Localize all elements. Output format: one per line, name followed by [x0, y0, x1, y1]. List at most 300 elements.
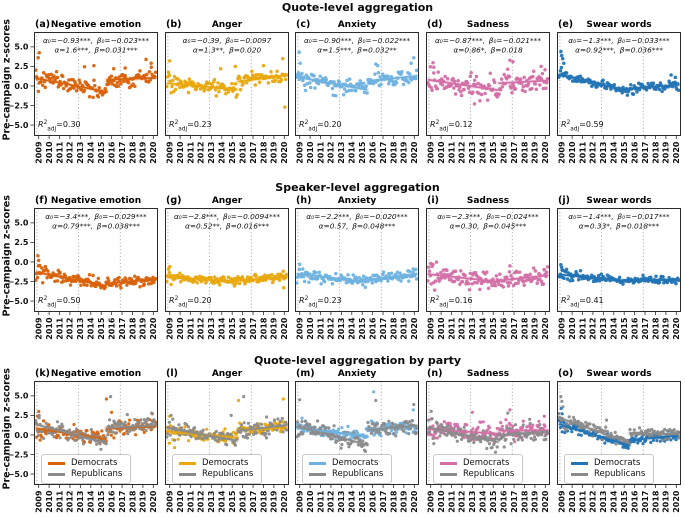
panel-title: Swear words	[586, 196, 652, 206]
legend-line-republicans	[571, 473, 588, 475]
panel-h	[295, 195, 419, 348]
panel-title: Anger	[211, 196, 243, 206]
x-tick-label: 2015	[358, 317, 368, 340]
legend	[433, 454, 523, 484]
r-squared-adj: $R^2_{adj}=0.59$	[561, 120, 604, 133]
x-tick-label: 2015	[228, 141, 238, 164]
panel-label: (o)	[558, 368, 574, 379]
x-tick-label: 2017	[509, 490, 519, 513]
panel-label: (g)	[166, 195, 182, 206]
x-tick-label: 2012	[196, 317, 206, 340]
panel-o	[557, 368, 681, 517]
panel-title: Negative emotion	[50, 20, 142, 30]
x-tick-label: 2017	[640, 317, 650, 340]
y-tick-label: 0.0	[14, 430, 29, 440]
legend-item-republicans	[48, 469, 122, 480]
x-tick-label: 2014	[478, 141, 488, 164]
x-tick-label: 2010	[44, 490, 54, 513]
legend-item-republicans	[440, 469, 514, 480]
stats-line-2: α=0.79***, β=0.038***	[52, 221, 140, 231]
x-tick-label: 2017	[509, 317, 519, 340]
x-tick-label: 2014	[609, 141, 619, 164]
panel-title: Anger	[211, 20, 243, 30]
x-tick-label: 2009	[34, 141, 44, 164]
x-tick-label: 2019	[530, 141, 540, 164]
x-tick-label: 2015	[620, 141, 630, 164]
panel-plot-n	[426, 381, 550, 517]
panel-label: (b)	[166, 19, 182, 30]
x-tick-label: 2016	[238, 490, 248, 513]
x-tick-label: 2009	[165, 141, 175, 164]
panel-plot-j	[557, 208, 681, 348]
panel-j	[557, 195, 681, 348]
x-tick-label: 2009	[557, 490, 567, 513]
y-tick-label: −2.5	[7, 277, 29, 287]
x-tick-label: 2017	[117, 317, 127, 340]
x-tick-label: 2012	[65, 490, 75, 513]
x-tick-label: 2014	[217, 141, 227, 164]
legend-line-democrats	[48, 462, 65, 464]
x-tick-label: 2012	[196, 490, 206, 513]
panel-plot-i	[426, 208, 550, 348]
x-tick-label: 2012	[457, 490, 467, 513]
legend	[302, 454, 392, 484]
x-tick-label: 2012	[196, 141, 206, 164]
x-tick-label: 2013	[599, 490, 609, 513]
panel-plot-o	[557, 381, 681, 517]
x-tick-label: 2018	[128, 141, 138, 164]
x-tick-label: 2009	[34, 317, 44, 340]
x-tick-label: 2011	[186, 317, 196, 340]
legend-item-republicans	[179, 469, 253, 480]
x-tick-label: 2013	[468, 490, 478, 513]
x-tick-label: 2014	[217, 490, 227, 513]
x-tick-label: 2010	[175, 317, 185, 340]
x-tick-label: 2019	[661, 141, 671, 164]
x-tick-label: 2010	[436, 141, 446, 164]
legend-line-republicans	[309, 473, 326, 475]
x-tick-label: 2018	[520, 317, 530, 340]
x-tick-label: 2010	[305, 141, 315, 164]
legend-label: Republicans	[594, 469, 646, 479]
x-tick-label: 2011	[186, 141, 196, 164]
x-tick-label: 2019	[661, 490, 671, 513]
panel-plot-g	[165, 208, 289, 348]
x-tick-label: 2016	[630, 141, 640, 164]
y-tick-label: 5.0	[14, 42, 29, 52]
x-tick-label: 2011	[55, 141, 65, 164]
x-tick-label: 2017	[117, 490, 127, 513]
x-tick-label: 2011	[578, 317, 588, 340]
panel-label: (e)	[558, 19, 574, 30]
stats-line-1: α₀=−1.4***, β₀=−0.017***	[568, 212, 670, 221]
x-tick-label: 2012	[326, 141, 336, 164]
x-tick-label: 2010	[567, 317, 577, 340]
y-tick-label: −5.0	[7, 469, 29, 479]
x-tick-label: 2013	[337, 317, 347, 340]
x-tick-label: 2018	[520, 490, 530, 513]
row-quote-level	[0, 0, 685, 176]
panel-label: (m)	[296, 368, 315, 379]
x-tick-label: 2014	[86, 141, 96, 164]
stats-line-2: α=0.86*, β=0.018	[453, 45, 523, 55]
stats-line-1: α₀=−1.3***, β₀=−0.033***	[568, 36, 670, 45]
x-tick-label: 2011	[55, 317, 65, 340]
legend-item-republicans	[571, 469, 645, 480]
x-tick-label: 2014	[347, 317, 357, 340]
row-header-quote-level: Quote-level aggregation	[281, 1, 434, 14]
x-tick-label: 2018	[259, 490, 269, 513]
x-tick-label: 2016	[630, 317, 640, 340]
x-tick-label: 2015	[489, 317, 499, 340]
x-tick-label: 2019	[530, 490, 540, 513]
legend-item-democrats	[571, 458, 645, 469]
y-tick-label: 2.5	[14, 62, 29, 72]
panel-plot-m	[295, 381, 419, 517]
stats-line-2: α=0.92***, β=0.036***	[575, 45, 663, 55]
y-tick-label: −5.0	[7, 296, 29, 306]
y-tick-label: 0.0	[14, 257, 29, 267]
y-tick-label: −2.5	[7, 450, 29, 460]
r-squared-adj: $R^2_{adj}=0.16$	[430, 296, 473, 309]
x-tick-label: 2020	[541, 141, 550, 164]
panel-a	[6, 19, 158, 172]
panel-plot-k	[6, 381, 158, 517]
x-tick-label: 2011	[55, 490, 65, 513]
panel-g	[165, 195, 289, 348]
x-tick-label: 2016	[107, 490, 117, 513]
x-tick-label: 2012	[65, 141, 75, 164]
x-tick-label: 2018	[259, 317, 269, 340]
x-tick-label: 2019	[269, 490, 279, 513]
panel-title: Anxiety	[337, 20, 377, 30]
x-tick-label: 2012	[326, 317, 336, 340]
x-tick-label: 2013	[76, 490, 86, 513]
x-tick-label: 2011	[578, 141, 588, 164]
x-tick-label: 2019	[399, 141, 409, 164]
x-tick-label: 2018	[389, 490, 399, 513]
x-tick-label: 2015	[358, 490, 368, 513]
x-tick-label: 2016	[107, 141, 117, 164]
x-tick-label: 2020	[672, 141, 681, 164]
x-tick-label: 2020	[410, 141, 419, 164]
x-tick-label: 2010	[567, 490, 577, 513]
r-squared-adj: $R^2_{adj}=0.41$	[561, 296, 604, 309]
x-tick-label: 2009	[295, 317, 305, 340]
x-tick-label: 2020	[280, 490, 289, 513]
x-tick-label: 2019	[269, 141, 279, 164]
x-tick-label: 2020	[541, 317, 550, 340]
x-tick-label: 2011	[447, 317, 457, 340]
x-tick-label: 2020	[672, 490, 681, 513]
panel-e	[557, 19, 681, 172]
x-tick-label: 2016	[238, 317, 248, 340]
y-tick-label: 2.5	[14, 411, 29, 421]
panel-title: Swear words	[586, 369, 652, 379]
x-tick-label: 2010	[44, 141, 54, 164]
x-tick-label: 2019	[138, 317, 148, 340]
stats-line-1: α₀=−2.3***, β₀=−0.024***	[437, 212, 539, 221]
x-tick-label: 2014	[86, 490, 96, 513]
x-tick-label: 2012	[588, 317, 598, 340]
x-tick-label: 2015	[228, 317, 238, 340]
x-tick-label: 2010	[567, 141, 577, 164]
x-tick-label: 2014	[86, 317, 96, 340]
x-tick-label: 2020	[149, 317, 158, 340]
x-tick-label: 2013	[337, 141, 347, 164]
x-tick-label: 2020	[410, 490, 419, 513]
x-tick-label: 2015	[97, 141, 107, 164]
x-tick-label: 2019	[138, 141, 148, 164]
legend-label: Republicans	[332, 469, 384, 479]
x-tick-label: 2010	[175, 490, 185, 513]
x-tick-label: 2013	[468, 317, 478, 340]
x-tick-label: 2011	[186, 490, 196, 513]
stats-line-2: α=0.33*, β=0.018***	[578, 221, 660, 231]
panel-plot-e	[557, 32, 681, 172]
panel-title: Negative emotion	[50, 196, 142, 206]
x-tick-label: 2013	[468, 141, 478, 164]
panel-label: (k)	[35, 368, 51, 379]
panel-i	[426, 195, 550, 348]
x-tick-label: 2018	[651, 490, 661, 513]
r-squared-adj: $R^2_{adj}=0.23$	[169, 120, 212, 133]
r-squared-adj: $R^2_{adj}=0.20$	[169, 296, 212, 309]
panel-k	[6, 368, 158, 517]
x-tick-label: 2013	[207, 317, 217, 340]
panel-title: Negative emotion	[50, 369, 142, 379]
x-tick-label: 2013	[76, 317, 86, 340]
r-squared-adj: $R^2_{adj}=0.30$	[38, 120, 81, 133]
x-tick-label: 2009	[426, 490, 436, 513]
stats-line-1: α₀=−0.87***, β₀=−0.021***	[434, 36, 542, 45]
legend-label: Republicans	[202, 469, 254, 479]
x-tick-label: 2017	[248, 317, 258, 340]
legend-label: Democrats	[71, 458, 118, 468]
stats-line-1: α₀=−3.4***, β₀=−0.029***	[45, 212, 147, 221]
x-tick-label: 2015	[620, 317, 630, 340]
x-tick-label: 2014	[478, 317, 488, 340]
x-tick-label: 2015	[489, 141, 499, 164]
x-tick-label: 2018	[389, 317, 399, 340]
x-tick-label: 2009	[34, 490, 44, 513]
x-tick-label: 2015	[620, 490, 630, 513]
x-tick-label: 2020	[149, 490, 158, 513]
legend-item-democrats	[440, 458, 514, 469]
panel-d	[426, 19, 550, 172]
stats-line-2: α=1.5***, β=0.032**	[317, 45, 397, 55]
row-quote-level-by-party	[0, 351, 685, 517]
x-tick-label: 2012	[326, 490, 336, 513]
x-tick-label: 2019	[138, 490, 148, 513]
legend	[564, 454, 654, 484]
y-tick-label: 0.0	[14, 81, 29, 91]
x-tick-label: 2016	[238, 141, 248, 164]
r-squared-adj: $R^2_{adj}=0.20$	[299, 120, 342, 133]
r-squared-adj: $R^2_{adj}=0.12$	[430, 120, 473, 133]
x-tick-label: 2010	[436, 490, 446, 513]
x-tick-label: 2012	[457, 141, 467, 164]
panel-l	[165, 368, 289, 517]
r-squared-adj: $R^2_{adj}=0.50$	[38, 296, 81, 309]
x-tick-label: 2020	[280, 317, 289, 340]
stats-line-1: α₀=−0.39, β₀=−0.0097	[182, 36, 272, 45]
x-tick-label: 2017	[248, 490, 258, 513]
x-tick-label: 2010	[436, 317, 446, 340]
legend-label: Democrats	[594, 458, 641, 468]
stats-line-1: α₀=−2.2***, β₀=−0.020***	[306, 212, 408, 221]
panel-title: Sadness	[466, 369, 510, 379]
x-tick-label: 2015	[489, 490, 499, 513]
panel-plot-d	[426, 32, 550, 172]
x-tick-label: 2011	[578, 490, 588, 513]
panel-plot-c	[295, 32, 419, 172]
x-tick-label: 2014	[347, 141, 357, 164]
panel-title: Sadness	[466, 20, 510, 30]
x-tick-label: 2019	[399, 317, 409, 340]
x-tick-label: 2009	[426, 317, 436, 340]
x-tick-label: 2019	[269, 317, 279, 340]
y-tick-label: −2.5	[7, 101, 29, 111]
legend-line-democrats	[309, 462, 326, 464]
r-squared-adj: $R^2_{adj}=0.23$	[299, 296, 342, 309]
y-tick-label: 2.5	[14, 238, 29, 248]
panel-title: Anger	[211, 369, 243, 379]
x-tick-label: 2020	[280, 141, 289, 164]
x-tick-label: 2018	[389, 141, 399, 164]
panel-label: (h)	[296, 195, 312, 206]
x-tick-label: 2017	[640, 141, 650, 164]
x-tick-label: 2018	[520, 141, 530, 164]
y-tick-label: 5.0	[14, 218, 29, 228]
x-tick-label: 2017	[248, 141, 258, 164]
panel-plot-f	[6, 208, 158, 348]
x-tick-label: 2009	[557, 317, 567, 340]
x-tick-label: 2010	[175, 141, 185, 164]
legend-line-democrats	[571, 462, 588, 464]
x-tick-label: 2015	[97, 490, 107, 513]
legend-line-democrats	[440, 462, 457, 464]
legend-line-republicans	[179, 473, 196, 475]
x-tick-label: 2020	[672, 317, 681, 340]
x-tick-label: 2018	[651, 141, 661, 164]
x-tick-label: 2020	[410, 317, 419, 340]
x-tick-label: 2018	[128, 490, 138, 513]
stats-line-2: α=0.30, β=0.045***	[449, 221, 527, 231]
x-tick-label: 2013	[599, 141, 609, 164]
x-tick-label: 2013	[337, 490, 347, 513]
stats-line-2: α=1.3**, β=0.020	[192, 45, 262, 55]
x-tick-label: 2016	[368, 141, 378, 164]
x-tick-label: 2012	[457, 317, 467, 340]
legend-line-democrats	[179, 462, 196, 464]
stats-line-2: α=1.6***, β=0.031***	[54, 45, 138, 55]
legend-item-democrats	[48, 458, 122, 469]
legend-item-democrats	[309, 458, 383, 469]
x-tick-label: 2009	[426, 141, 436, 164]
panel-title: Sadness	[466, 196, 510, 206]
x-tick-label: 2011	[447, 141, 457, 164]
row-header-quote-level-by-party: Quote-level aggregation by party	[253, 354, 462, 367]
panel-label: (a)	[35, 19, 51, 30]
row-speaker-level	[0, 176, 685, 351]
x-tick-label: 2019	[399, 490, 409, 513]
x-tick-label: 2016	[368, 317, 378, 340]
x-tick-label: 2015	[97, 317, 107, 340]
x-tick-label: 2010	[305, 490, 315, 513]
stats-line-2: α=0.57, β=0.048***	[318, 221, 396, 231]
legend-label: Republicans	[71, 469, 123, 479]
x-tick-label: 2013	[76, 141, 86, 164]
x-tick-label: 2017	[378, 141, 388, 164]
x-tick-label: 2020	[541, 490, 550, 513]
x-tick-label: 2015	[358, 141, 368, 164]
x-tick-label: 2014	[609, 317, 619, 340]
x-tick-label: 2017	[117, 141, 127, 164]
legend-label: Democrats	[463, 458, 510, 468]
x-tick-label: 2012	[65, 317, 75, 340]
y-axis-label: Pre-campaign z-scores	[1, 195, 13, 317]
panel-label: (n)	[427, 368, 443, 379]
panel-c	[295, 19, 419, 172]
x-tick-label: 2019	[661, 317, 671, 340]
x-tick-label: 2009	[295, 141, 305, 164]
panel-n	[426, 368, 550, 517]
panel-f	[6, 195, 158, 348]
x-tick-label: 2011	[316, 490, 326, 513]
x-tick-label: 2014	[609, 490, 619, 513]
x-tick-label: 2018	[128, 317, 138, 340]
x-tick-label: 2016	[630, 490, 640, 513]
x-tick-label: 2016	[107, 317, 117, 340]
x-tick-label: 2011	[316, 141, 326, 164]
x-tick-label: 2016	[499, 141, 509, 164]
legend-item-democrats	[179, 458, 253, 469]
panel-plot-b	[165, 32, 289, 172]
y-axis-label: Pre-campaign z-scores	[1, 19, 13, 141]
panel-label: (l)	[166, 368, 178, 379]
stats-line-1: α₀=−0.93***, β₀=−0.023***	[42, 36, 150, 45]
panel-label: (j)	[558, 195, 570, 206]
legend-label: Republicans	[463, 469, 515, 479]
panel-title: Anxiety	[337, 369, 377, 379]
x-tick-label: 2014	[347, 490, 357, 513]
x-tick-label: 2016	[368, 490, 378, 513]
legend-label: Democrats	[202, 458, 249, 468]
panel-b	[165, 19, 289, 172]
x-tick-label: 2009	[165, 490, 175, 513]
panel-label: (f)	[35, 195, 48, 206]
stats-line-2: α=0.52**, β=0.016***	[184, 221, 270, 231]
x-tick-label: 2017	[378, 490, 388, 513]
stats-line-1: α₀=−2.8***, β₀=−0.0094***	[173, 212, 281, 221]
x-tick-label: 2010	[305, 317, 315, 340]
panel-plot-l	[165, 381, 289, 517]
x-tick-label: 2013	[599, 317, 609, 340]
x-tick-label: 2009	[165, 317, 175, 340]
panel-label: (c)	[296, 19, 311, 30]
x-tick-label: 2015	[228, 490, 238, 513]
panel-plot-h	[295, 208, 419, 348]
legend-line-republicans	[440, 473, 457, 475]
legend-item-republicans	[309, 469, 383, 480]
legend	[41, 454, 131, 484]
x-tick-label: 2014	[478, 490, 488, 513]
panel-title: Swear words	[586, 20, 652, 30]
stats-line-1: α₀=−0.90***, β₀=−0.022***	[303, 36, 411, 45]
y-tick-label: 5.0	[14, 391, 29, 401]
x-tick-label: 2017	[640, 490, 650, 513]
